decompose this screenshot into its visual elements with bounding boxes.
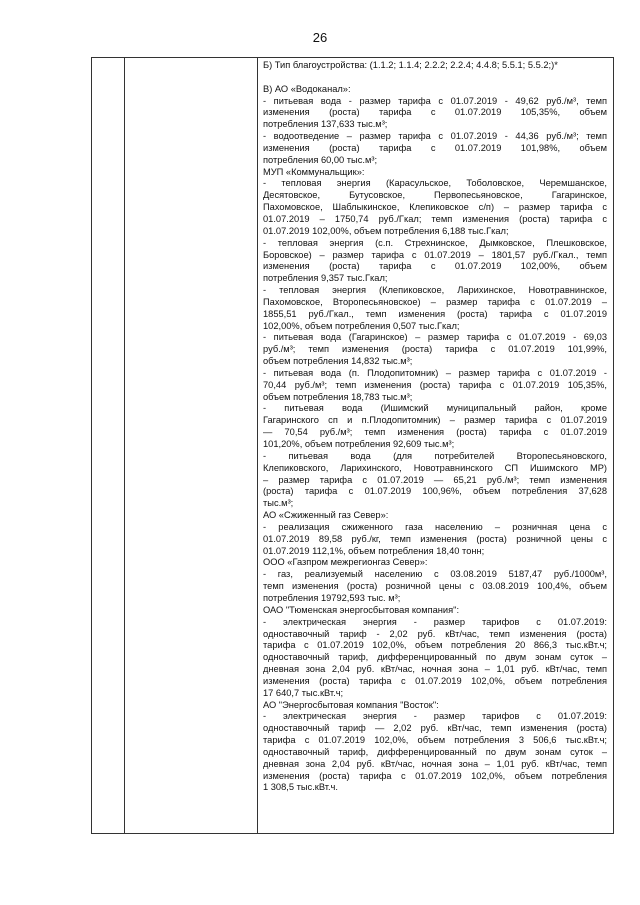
text-line: 01.07.2019 112,1%, объем потребления 18,40 тонн; (263, 545, 485, 556)
text-line: МУП «Коммунальщик»: (263, 166, 365, 177)
text-line: изменения (роста) тарифа с 01.07.2019 105,35%, объем (263, 107, 607, 118)
text-line: Пахомовское, Шаблыкинское, Клепиковское с/п) – размер тарифа с (263, 202, 607, 213)
text-line: потребления 60,00 тыс.м³; (263, 154, 378, 165)
text-line: - питьевая вода (Гагаринское) – размер тарифа с 01.07.2019 - 69,03 (263, 332, 607, 343)
text-line: 17 640,7 тыс.кВт.ч; (263, 687, 344, 698)
text-line: - тепловая энергия (Карасульское, Тоболовское, Черемшанское, (263, 178, 607, 189)
page-number: 26 (312, 30, 328, 45)
document-table (91, 57, 614, 834)
text-line: – размер тарифа с 01.07.2019 — 65,21 руб./м³; темп изменения (263, 474, 607, 485)
text-line: одноставочный тариф - 2,02 руб. кВт/час, темп изменения (роста) (263, 628, 607, 639)
text-line: - тепловая энергия (Клепиковское, Ларихинское, Новотравнинское, (263, 285, 607, 296)
text-line: 70,44 руб./м³; темп изменения (роста) тарифа с 01.07.2019 105,35%, (263, 379, 607, 390)
text-line: дневная зона 2,04 руб. кВт/час, ночная зона – 1,01 руб. кВт/час, темп (263, 758, 607, 769)
text-line: ООО «Газпром межрегионгаз Север»: (263, 557, 428, 568)
text-line: изменения (роста) тарифа с 01.07.2019 102,0%, объем потребления (263, 770, 607, 781)
text-line: одноставочный тариф, дифференцированный по двум зонам суток – (263, 652, 607, 663)
text-line: тарифа с 01.07.2019 102,0%, объем потребления 20 866,3 тыс.кВт.ч; (263, 640, 607, 651)
tariff-text-cell (263, 60, 607, 794)
text-line: одноставочный тариф — 2,02 руб. кВт/час, темп изменения (роста) (263, 723, 607, 734)
text-line: потребления 19792,593 тыс. м³; (263, 592, 401, 603)
text-line: Боровское) – размер тарифа с 01.07.2019 – 1801,57 руб./Гкал., темп (263, 249, 607, 260)
text-line: - питьевая вода - размер тарифа с 01.07.2019 - 49,62 руб./м³, темп (263, 95, 607, 106)
text-line: изменения (роста) тарифа с 01.07.2019 102,0%, объем потребления (263, 675, 607, 686)
text-line: 1855,51 руб./Гкал., темп изменения (роста) тарифа с 01.07.2019 (263, 308, 607, 319)
text-line: дневная зона 2,04 руб. кВт/час, ночная зона – 1,01 руб. кВт/час, темп (263, 664, 607, 675)
text-line: объем потребления 18,783 тыс.м³; (263, 391, 413, 402)
text-line: объем потребления 14,832 тыс.м³; (263, 356, 413, 367)
text-line: Клепиковского, Ларихинского, Новотравнинского СП Ишимского МР) (263, 462, 607, 473)
text-line: 102,00%, объем потребления 0,507 тыс.Гкал; (263, 320, 460, 331)
text-line: - питьевая вода (п. Плодопитомник) – размер тарифа с 01.07.2019 - (263, 367, 607, 378)
text-line: АО "Энергосбытовая компания "Восток": (263, 699, 439, 710)
text-line: - питьевая вода (Ишимский муниципальный район, кроме (263, 403, 607, 414)
text-line: одноставочный тариф, дифференцированный по двум зонам суток – (263, 746, 607, 757)
text-line: Гагаринского сп и п.Плодопитомник) – размер тарифа с 01.07.2019 (263, 415, 607, 426)
column-divider-2 (257, 58, 258, 833)
text-line: — 70,54 руб./м³; темп изменения (роста) тарифа с 01.07.2019 (263, 427, 607, 438)
text-line: изменения (роста) тарифа с 01.07.2019 101,98%, объем (263, 142, 607, 153)
text-line: Пахомовское, Второпесьяновское) – размер тарифа с 01.07.2019 – (263, 296, 607, 307)
text-line: потребления 137,633 тыс.м³; (263, 119, 388, 130)
text-line: изменения (роста) тарифа с 01.07.2019 102,00%, объем (263, 261, 607, 272)
text-line: АО «Сжиженный газ Север»: (263, 510, 389, 521)
text-line: - питьевая вода (для потребителей Второпесьяновского, (263, 450, 607, 461)
text-line: 01.07.2019 – 1750,74 руб./Гкал; темп изменения (роста) тарифа с (263, 213, 607, 224)
text-line: В) АО «Водоканал»: (263, 83, 351, 94)
text-line: темп изменения (роста) розничной цены с 03.08.2019 100,4%, объем (263, 581, 607, 592)
text-line: 1 308,5 тыс.кВт.ч. (263, 782, 338, 793)
column-divider-1 (124, 58, 125, 833)
text-line: тарифа с 01.07.2019 102,0%, объем потребления 3 506,6 тыс.кВт.ч; (263, 735, 607, 746)
text-line: - тепловая энергия (с.п. Стрехнинское, Дымковское, Плешковское, (263, 237, 607, 248)
text-line: - электрическая энергия - размер тарифов с 01.07.2019: (263, 616, 607, 627)
text-line: Б) Тип благоустройства: (1.1.2; 1.1.4; 2.2.2; 2.2.4; 4.4.8; 5.5.1; 5.5.2;)* (263, 60, 558, 70)
text-line: 101,20%, объем потребления 92,609 тыс.м³; (263, 439, 455, 449)
text-line: 01.07.2019 102,00%, объем потребления 6,188 тыс.Гкал; (263, 225, 509, 236)
text-line: 01.07.2019 89,58 руб./кг, темп изменения (роста) розничной цены с (263, 533, 607, 544)
text-line: тыс.м³; (263, 498, 294, 509)
text-line: ОАО "Тюменская энергосбытовая компания": (263, 604, 460, 615)
text-line: Десятовское, Бутусовское, Первопесьяновское, Гагаринское, (263, 190, 607, 201)
text-line: - газ, реализуемый населению с 03.08.2019 5187,47 руб./1000м³, (263, 569, 607, 580)
text-line: - реализация сжиженного газа населению – розничная цена с (263, 521, 607, 532)
text-line: - водоотведение – размер тарифа с 01.07.2019 - 44,36 руб./м³; темп (263, 131, 607, 142)
text-line: потребления 9,357 тыс.Гкал; (263, 273, 388, 284)
text-line: руб./м³; темп изменения (роста) тарифа с 01.07.2019 101,99%, (263, 344, 607, 355)
text-line: - электрическая энергия - размер тарифов с 01.07.2019: (263, 711, 607, 722)
text-line (263, 72, 607, 84)
text-line: (роста) тарифа с 01.07.2019 100,96%, объем потребления 37,628 (263, 486, 607, 497)
